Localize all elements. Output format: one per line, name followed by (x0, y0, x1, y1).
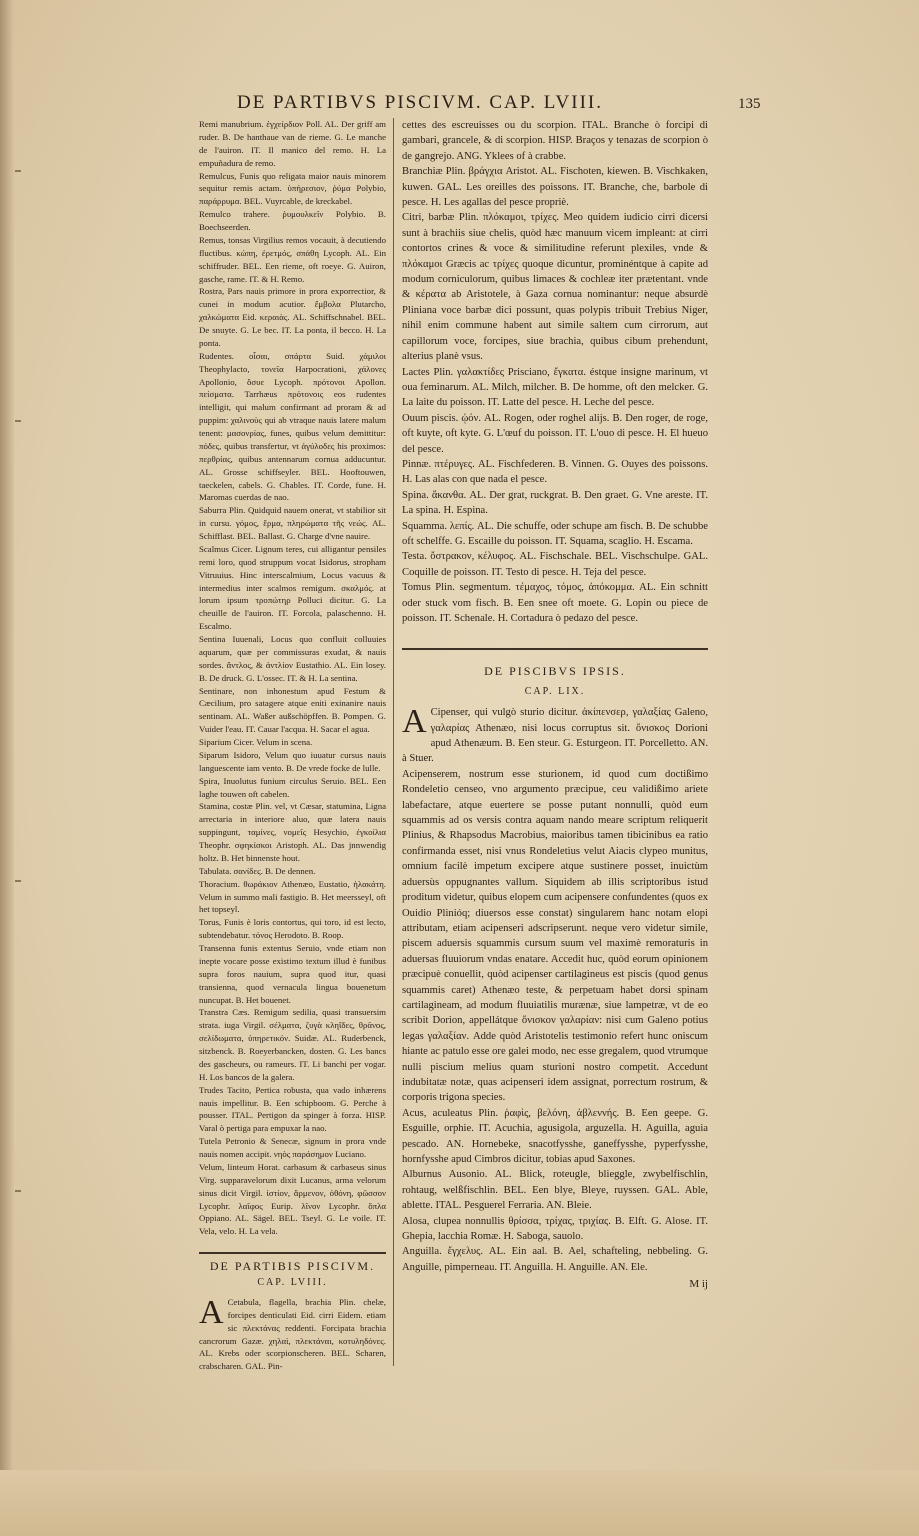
chapter-label: CAP. LVIII. (257, 1277, 328, 1288)
entry-testa: Testa. ὄστρακον, κέλυφος. AL. Fischschale. BEL. Vischschulpe. GAL. Coquille de poisson. IT. Testo di pesce. H. Teja del pesce. (402, 551, 708, 578)
entry-spira: Spira, Inuolutus funium circulus Seruio. BEL. Een laghe touwen oft cabelen. (199, 775, 386, 799)
entry-acipenserem: Acipenserem, nostrum esse sturionem, id quod cum doctißimo Rondeletio censeo, vno argumento præcipue, ceu validißimo ariete labefactare, atque euertere se posse putant nonnulli, quòd eum squammis ad os versis contra aquam nando meare scriptum reliquerit Plinius, & Rhapsodus Macrobius, maioribus tamen tibicinibus ea ratio confirmanda esset, nisi vnus Rondeletius velut Aiacis clypeo munitus, omnium facilè impetum excipere atque sustinere posset, inuictùm aduersùs oppugnantes vallum. Siquidem ab illis scriptoribus istud proditum videtur, quibus elopem cum acipensere confundentes (quos ex Ouidio Plinióq; diuersos esse constat) singularem hanc notam elopi attributam, etiam acipenseri adscripserunt. neque vero videtur simile, piscem aduersis squammis cursum suum vel maximè remoraturis in aduersas fluuiorum vndas enatare. Accedit huc, quòd eorum opinionem præcipuè conuellit, quòd acipenser cartilagineus est piscis (quod genus squammis caret) Athenæo teste, & perpetuam habet dorsi spinam cartilagineam, ad modum fluuiatilis murænæ, siue lampetræ, vt de eo scribit Dorion, appellátque ὄνισκον γαλαρίαν: nisi cum Galeno potius legas γαλαξίαν. Adde quòd Aristotelis testimonio refert hunc oniscum hiante ac patulo esse ore galei modo, nec esse gregalem, quod vtrumque nulli piscium melius quam sturioni nostro competit. Accedunt indubitatæ notæ, quas acipenseri idem assignat, porrectum rostrum, & corporis trigona species. (402, 768, 708, 1104)
entry-citri: Citri, barbæ Plin. πλόκαμοι, τρίχες. Meo quidem iudicio cirri dicersi sunt à brachiis siue chelis, quòd hæc manuum vicem impleant: at cirri contortos crines & voce & similitudine referunt plexiles, vnde & πλόκαμοι Græcis ac τρίχες quoque dicuntur, prominéntque à capite ad modum corniculorum, quibus limaces & cochleæ iter prætentant. vnde & κέρατα ab Aristotele, à Gaza cornua nominantur: neque absurdè Pliniana voce barbæ dici possunt, quas polypis tribuit Trebius Niger, nihil enim commune habent aut simile saltem cum cirrorum, aut capillorum voce, forcipes, siue brachia, quibus cibum prehendunt, alterius planè vsus. (402, 212, 708, 363)
entry-tutela: Tutela Petronio & Senecæ, signum in prora vnde nauis nomen accipit. νηὸς παράσημον Luciano. (199, 1136, 386, 1159)
entry-cetabula (199, 1293, 386, 1373)
entry-acus: Acus, aculeatus Plin. ῥαφὶς, βελόνη, ἀβλεννής. B. Een geepe. G. Esguille, orphie. IT. Acuchia, agusigola, arguzella. H. Aguilla, aguia pescado. AN. Hornebeke, snacotfysshe, ganeffysshe, pyperfysshe, hornfysshe apud Cimbros dicitur, tobias apud Saxones. (402, 1107, 708, 1165)
entry-tomus: Tomus Plin. segmentum. τέμαχος, τόμος, ἀπόκομμα. AL. Ein schnitt oder stuck vom fisch. B. Een snee oft moete. G. Lopin ou piece de poisson. IT. Schenale. H. Cortadura ò pedazo del pesce. (402, 582, 708, 624)
margin-mark (15, 1190, 21, 1192)
entry-acipenser-text: Cipenser, qui vulgò sturio dicitur. ἀκίπενσερ, γαλαξίας Galeno, γαλαρίας Athenæo, nisi locus corruptus sit. ὄνισκος Dorioni apud Athenæum. B. Een steur. G. Esturgeon. IT. Porcelletto. AN. à Stuer. (402, 707, 708, 765)
entry-remi-manubrium: Remi manubrium. ἐγχείρδιον Poll. AL. Der griff am ruder. B. De hanthaue van de rieme. G. Le manche de l'auiron. IT. Il manico del remo. H. La empuñadura de remo. (199, 119, 386, 168)
entry-torus: Torus, Funis è loris contortus, qui toro, id est lecto, subtendebatur. τόνος Herodoto. B. Roop. (199, 917, 386, 941)
margin-mark (15, 880, 21, 882)
chapter-label: CAP. LIX. (524, 685, 586, 697)
left-column (199, 118, 386, 1373)
entry-remus: Remus, tonsas Virgilius remos vocauit, à decutiendo fluctibus. κώπη, ἐρετμός, σπάθη Lycoph. AL. Ein schiffruder. BEL. Een rieme, oft roeye. G. Auiron, gasche, rame. IT. & H. Remo. (199, 234, 386, 284)
entry-ouum: Ouum piscis. ᾠόν. AL. Rogen, oder roghel alijs. B. Den roger, de roge, oft kuyte, oft kyte. G. L'œuf du poisson. IT. L'ouo di pesce. H. El hueuo del pesce. (402, 412, 708, 455)
right-column (402, 118, 708, 1293)
section-title: DE PISCIBVS IPSIS. (484, 664, 626, 679)
entry-spina: Spina. ἄκανθα. AL. Der grat, ruckgrat. B. Den graet. G. Vne areste. IT. La spina. H. Espina. (402, 489, 708, 517)
entry-tabulata: Tabulata. σανίδες. B. De dennen. (199, 865, 316, 876)
entry-remulco-trahere: Remulco trahere. ῥυμουλκεῖν Polybio. B. Boechseerden. (199, 209, 386, 232)
margin-mark (15, 170, 21, 172)
entry-thoracium: Thoracium. θωράκιον Athenæo, Eustatio, ἠλακάτη. Velum in summo mali fastigio. B. Het meersseyl, oft het topseyl. (199, 878, 386, 915)
entry-scalmus: Scalmus Cicer. Lignum teres, cui alligantur pensiles remi loro, quod struppum vocat Isidorus, stropham Vitruuius. Hinc interscalmium, Locus vacuus & intermedius inter scalmos remigum. σκαλμός. at lorum ipsum τροπώτηρ Polluci dicitur. G. La cheuille de l'auiron. IT. Forcola, palaschenno. H. Escalmo. (199, 543, 386, 632)
entry-alosa: Alosa, clupea nonnullis θρίσσα, τρίχας, τριχίας. B. Elft. G. Alose. IT. Ghepia, lacchia Romæ. H. Saboga, sauolo. (402, 1215, 708, 1243)
entry-siparium: Siparium Cicer. Velum in scena. (199, 737, 313, 747)
folio-number: 135 (738, 96, 761, 112)
drop-cap: A (402, 703, 427, 741)
page-bottom-margin (0, 1470, 919, 1536)
entry-trudes: Trudes Tacito, Pertica robusta, qua vado inhærens nauis impellitur. B. Een schipboom. G. Perche à pousser. ITAL. Pertigon da spinger à forza. HISP. Varal ò pertiga para empuxar la nao. (199, 1084, 386, 1134)
section-divider (199, 1252, 386, 1254)
entry-saburra: Saburra Plin. Quidquid nauem onerat, vt stabilior sit in cursu. γόμος, ἕρμα, πληρώματα τῆς νεώς. AL. Schifflast. BEL. Ballast. G. Charge d'vne nauire. (199, 505, 386, 541)
entry-branchiae: Branchiæ Plin. βράγχια Aristot. AL. Fischoten, kiewen. B. Vischkaken, kuwen. GAL. Les oreilles des poissons. IT. Branche, che, barbole di pesce. H. Les agallas del pesce propriè. (402, 166, 708, 209)
section-title: DE PARTIBIS PISCIVM. (209, 1259, 376, 1274)
entry-transenna: Transenna funis extentus Seruio, vnde etiam non inepte vocare posse existimo textum illud è funibus supra foros nauium, supra quod itur, quasi transienna, quod vernacula lingua bouenetum nuncupat. B. Het bouenet. (199, 943, 386, 1005)
section-divider (402, 648, 708, 650)
margin-mark (15, 420, 21, 422)
entry-pincettes: cettes des escreuisses ou du scorpion. ITAL. Branche ò forcipi di gambari, grancele, & di scorpion. HISP. Braços y tenazas de scorpion ò de gangrejo. ANG. Yklees of à crabbe. (402, 120, 708, 162)
drop-cap: A (199, 1293, 224, 1331)
entry-velum: Velum, linteum Horat. carbasum & carbaseus sinus Virg. supparavelorum dixit Lucanus, arma velorum sinus dicit Virgil. ἱστίον, ἄρμενον, ὀθόνη, φῶσσον Lycophr. λαῖφος Eurip. λῖνον Lycophr. ὅπλα Oppiano. AL. Sägel. BEL. Tseyl. G. Le voile. IT. Vela, velo. H. La vela. (199, 1161, 386, 1237)
running-head: DE PARTIBVS PISCIVM. CAP. LVIII. (236, 92, 604, 113)
entry-rudentes: Rudentes. οἶσαι, σπάρτα Suid. χάμιλοι Theophylacto, τονεῖα Harpocrationi, χάλονες Apollonio, ὅσυε Lycoph. πρότονοι Apollon. πείσματα. Tarrhæus πρότονοις eos rudentes intelligit, qui malum confirmant ad proram & ad puppim: χαλινοὺς qui ab vtraque nauis latere malum tenent: μασονρίας, funes, quibus velum demittitur: πόδες, quibus transfertur, vt ἀγύλοδες his proximos: περθρίας, quibus antennarum cornua adducuntur. AL. Grosse schiffseyler. BEL. Hooftouwen, taeckelen, cabels. G. Chables. IT. Corde, fune. H. Maromas cuerdas de nao. (199, 350, 386, 503)
entry-lactes: Lactes Plin. γαλακτίδες Prisciano, ἔγκατα. éstque insigne marinum, vt oua feminarum. AL. Milch, milcher. B. De homme, oft den melcker. G. La laite du poisson. IT. Latte del pesce. H. Leche del pesce. (402, 366, 708, 409)
entry-pinnae: Pinnæ. πτέρυγες. AL. Fischfederen. B. Vinnen. G. Ouyes des poissons. H. Las alas con que nada el pesce. (402, 458, 708, 486)
entry-acipenser (402, 705, 708, 767)
entry-anguilla: Anguilla. ἔγχελυς. AL. Ein aal. B. Ael, schafteling, nebbeling. G. Anguille, pimperneau. IT. Anguilla. H. Anguille. AN. Ele. (402, 1246, 708, 1273)
entry-stamina: Stamina, costæ Plin. vel, vt Cæsar, statumina, Ligna arrectaria in interiore aluo, quæ latera nauis suppingunt, ταμίνες, νομεῖς Hesychio, ἐγκοίλια Theophr. σφηκίσκοι Aristoph. AL. Das jnnwendig holtz. B. Het binnenste hout. (199, 801, 386, 863)
entry-cetabula-text: Cetabula, flagella, brachia Plin. chelæ, forcipes denticulati Eid. cirri Eidem. etiam sic πλεκτάνας reddenti. Forcipata brachia cancrorum Gazæ. χηλαὶ, πλεκτάναι, κοτυληδόνες. AL. Krebs oder scorpionscheren. BEL. Scharen, crabscharen. GAL. Pin- (199, 1296, 386, 1372)
entry-alburnus: Alburnus Ausonio. AL. Blick, roteugle, blieggle, zwybelfischlin, rohtaug, welßfischlin. BEL. Een blye, Bleye, ruyssen. GAL. Able, ablette. ITAL. Pesguerel Ferraria. AN. Bleie. (402, 1169, 708, 1212)
column-rule (393, 118, 394, 1366)
entry-rostra: Rostra, Pars nauis primore in prora exporrectior, & cunei in modum acutior. ἔμβολα Plutarcho, χαλκώματα Eid. κεραιὰς. AL. Schiffschnabel. BEL. De snuyte. G. Le bec. IT. La ponta, il becco. H. La ponta. (199, 286, 386, 348)
entry-sentinare: Sentinare, non inhonestum apud Festum & Cæcilium, pro satagere atque eniti exinanire nauis sentinam. AL. Waßer außschöpffen. B. Pompen. G. Vuider l'eau. IT. Cauar l'acqua. H. Sacar el agua. (199, 685, 386, 735)
signature-mark: M ij (689, 1278, 708, 1291)
entry-squamma: Squamma. λεπίς. AL. Die schuffe, oder schupe am fisch. B. De schubbe oft schelffe. G. Escaille du poisson. IT. Squama, scaglio. H. Escama. (402, 520, 708, 547)
entry-remulcus: Remulcus, Funis quo religata maior nauis minorem sequitur remis actam. ὑπήρεσιον, ῥύμα Polybio, παράρρυμα. BEL. Vuyrcable, de kreckabel. (199, 170, 386, 207)
entry-siparum: Siparum Isidoro, Velum quo iuuatur cursus nauis languescente iam vento. B. De vrede focke de lulle. (199, 749, 386, 773)
binding-gutter (0, 0, 14, 1536)
entry-sentina: Sentina Iuuenali, Locus quo confluit colluuies aquarum, quæ per commissuras exudat, & nauis sordes. ἄντλος, & ἀντλίον Eustathio. AL. Ein losey. B. De druck. G. L'ossec. IT. & H. La sentina. (199, 634, 386, 683)
entry-transtra: Transtra Cæs. Remigum sedilia, quasi transuersim strata. iuga Virgil. σέλματα, ζυγὰ κληΐδες, θρᾶνος, σελίδωματα, ὑπηρετικόν. Suidæ. AL. Ruderbenck, sitzbenck. B. Roeyerbancken, dosten. G. Les bancs des gascheurs, ou rameurs. IT. Li banchi per vogar. H. Los bancos de la galera. (199, 1007, 386, 1082)
